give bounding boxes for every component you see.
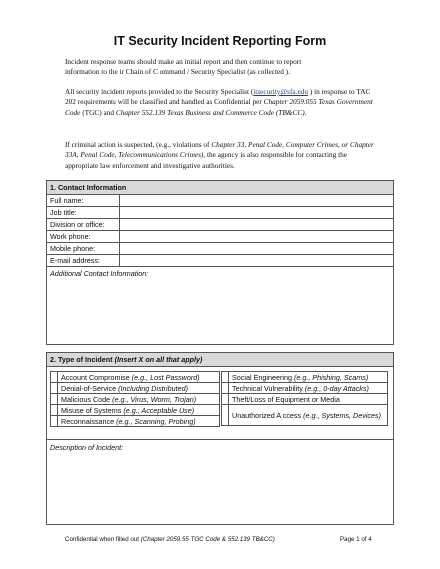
conf-text-e: Chapter 552.139 Texas Business and Commerce Code (TB&CC) bbox=[115, 107, 305, 117]
conf-text-a: All security incident reports provided to the Security Specialist ( bbox=[65, 87, 254, 96]
incident-type-section bbox=[46, 352, 394, 525]
incident-hint: (Including Distributed) bbox=[118, 383, 189, 393]
field-label: Full name: bbox=[47, 195, 120, 207]
incident-section-header bbox=[47, 353, 393, 367]
contact-information-table bbox=[46, 180, 394, 345]
intro-line-2: information to the ir Chain of C ommand / Security Specialist (as collected ). bbox=[65, 67, 290, 77]
work-phone-field[interactable] bbox=[120, 231, 394, 243]
field-label: Job title: bbox=[47, 207, 120, 219]
incident-name: Theft/Loss of Equipment or Media bbox=[232, 394, 340, 404]
incident-checkbox[interactable] bbox=[222, 383, 229, 394]
criminal-action-paragraph bbox=[65, 140, 377, 171]
footer-confidential-note bbox=[65, 536, 275, 543]
contact-row bbox=[47, 195, 394, 207]
confidentiality-paragraph bbox=[65, 87, 377, 118]
contact-row bbox=[47, 219, 394, 231]
incident-option bbox=[51, 394, 220, 405]
contact-row bbox=[47, 243, 394, 255]
incident-option bbox=[222, 372, 388, 383]
incident-checkbox[interactable] bbox=[51, 405, 58, 416]
incident-name: Unauthorized A ccess bbox=[232, 410, 304, 420]
incident-option bbox=[51, 405, 220, 416]
incident-name: Technical Vulnerability bbox=[232, 383, 305, 393]
field-label: Division or office: bbox=[47, 219, 120, 231]
conf-text-d: (TGC) and bbox=[80, 107, 116, 117]
intro-paragraph bbox=[65, 57, 377, 78]
crim-text-c: , the agency is also responsible for contacting the appropriate law enforcement and investigative authorities. bbox=[65, 150, 348, 170]
conf-text-f: . bbox=[304, 107, 307, 117]
incident-hint: (e.g., Scanning, Probing) bbox=[116, 416, 196, 426]
incident-option bbox=[51, 372, 220, 383]
incident-name: Reconnaissance bbox=[61, 416, 117, 426]
intro-line-1: Incident response teams should make an initial report and then continue to report bbox=[65, 57, 302, 66]
incident-checkbox[interactable] bbox=[51, 394, 58, 405]
incident-option bbox=[51, 416, 220, 427]
incident-header-title: 2. Type of Incident bbox=[50, 355, 115, 364]
incident-name: Social Engineering bbox=[232, 372, 294, 382]
incident-hint: (e.g., Acceptable Use) bbox=[123, 405, 195, 415]
incident-description-field[interactable]: Description of Incident: bbox=[47, 439, 393, 455]
incident-checkbox[interactable] bbox=[51, 372, 58, 383]
job-title-field[interactable] bbox=[120, 207, 394, 219]
incident-checkbox[interactable] bbox=[222, 394, 229, 405]
incident-name: Misuse of Systems bbox=[61, 405, 124, 415]
field-label: E-mail address: bbox=[47, 255, 120, 267]
incident-name: Denial-of-Service bbox=[61, 383, 119, 393]
conf-text-b: ) in response to TAC 202 requirements will be classified and handled as Confidential per bbox=[65, 87, 371, 107]
incident-hint: (e.g., Phishing, Scams) bbox=[293, 372, 369, 382]
footer-note-citation: (Chapter 2059.55 TGC Code & 552.139 TB&CC) bbox=[140, 536, 275, 543]
incident-hint: (e.g., Systems, Devices) bbox=[303, 410, 382, 420]
crim-text-b: Chapter 33, Penal Code, Computer Crimes, or Chapter 33A, Penal Code, Telecommunications Crimes) bbox=[65, 140, 374, 160]
footer-note-text: Confidential when filled out bbox=[65, 536, 141, 543]
division-field[interactable] bbox=[120, 219, 394, 231]
contact-row bbox=[47, 231, 394, 243]
page-number: Page 1 of 4 bbox=[340, 536, 372, 543]
field-label: Mobile phone: bbox=[47, 243, 120, 255]
incident-option bbox=[222, 394, 388, 405]
incident-option bbox=[222, 383, 388, 394]
incident-name: Malicious Code bbox=[61, 394, 113, 404]
incident-option bbox=[222, 405, 388, 426]
incident-hint: (e.g., 0-day Attacks) bbox=[304, 383, 369, 393]
additional-contact-field[interactable]: Additional Contact Information: bbox=[47, 267, 394, 345]
contact-row bbox=[47, 255, 394, 267]
email-field[interactable] bbox=[120, 255, 394, 267]
incident-option bbox=[51, 383, 220, 394]
incident-name: Account Compromise bbox=[61, 372, 132, 382]
incident-checkbox[interactable] bbox=[51, 416, 58, 427]
full-name-field[interactable] bbox=[120, 195, 394, 207]
crim-text-a: If criminal action is suspected, (e.g., violations of bbox=[65, 140, 212, 149]
incident-header-hint: (Insert X on all that apply) bbox=[114, 355, 203, 364]
incident-checkbox[interactable] bbox=[222, 405, 229, 426]
incident-hint: (e.g., Lost Password) bbox=[131, 372, 200, 382]
conf-text-c: Chapter 2059.055 Texas Government Code bbox=[65, 97, 373, 117]
incident-types-right bbox=[221, 371, 388, 426]
contact-section-header: 1. Contact Information bbox=[47, 181, 394, 195]
form-title: IT Security Incident Reporting Form bbox=[113, 34, 327, 48]
incident-types-left bbox=[50, 371, 220, 427]
contact-row bbox=[47, 207, 394, 219]
field-label: Work phone: bbox=[47, 231, 120, 243]
security-email-link[interactable]: itsecurity@sfa.edu bbox=[253, 87, 309, 96]
incident-checkbox[interactable] bbox=[51, 383, 58, 394]
incident-hint: (e.g., Virus, Worm, Trojan) bbox=[112, 394, 197, 404]
mobile-phone-field[interactable] bbox=[120, 243, 394, 255]
incident-checkbox[interactable] bbox=[222, 372, 229, 383]
